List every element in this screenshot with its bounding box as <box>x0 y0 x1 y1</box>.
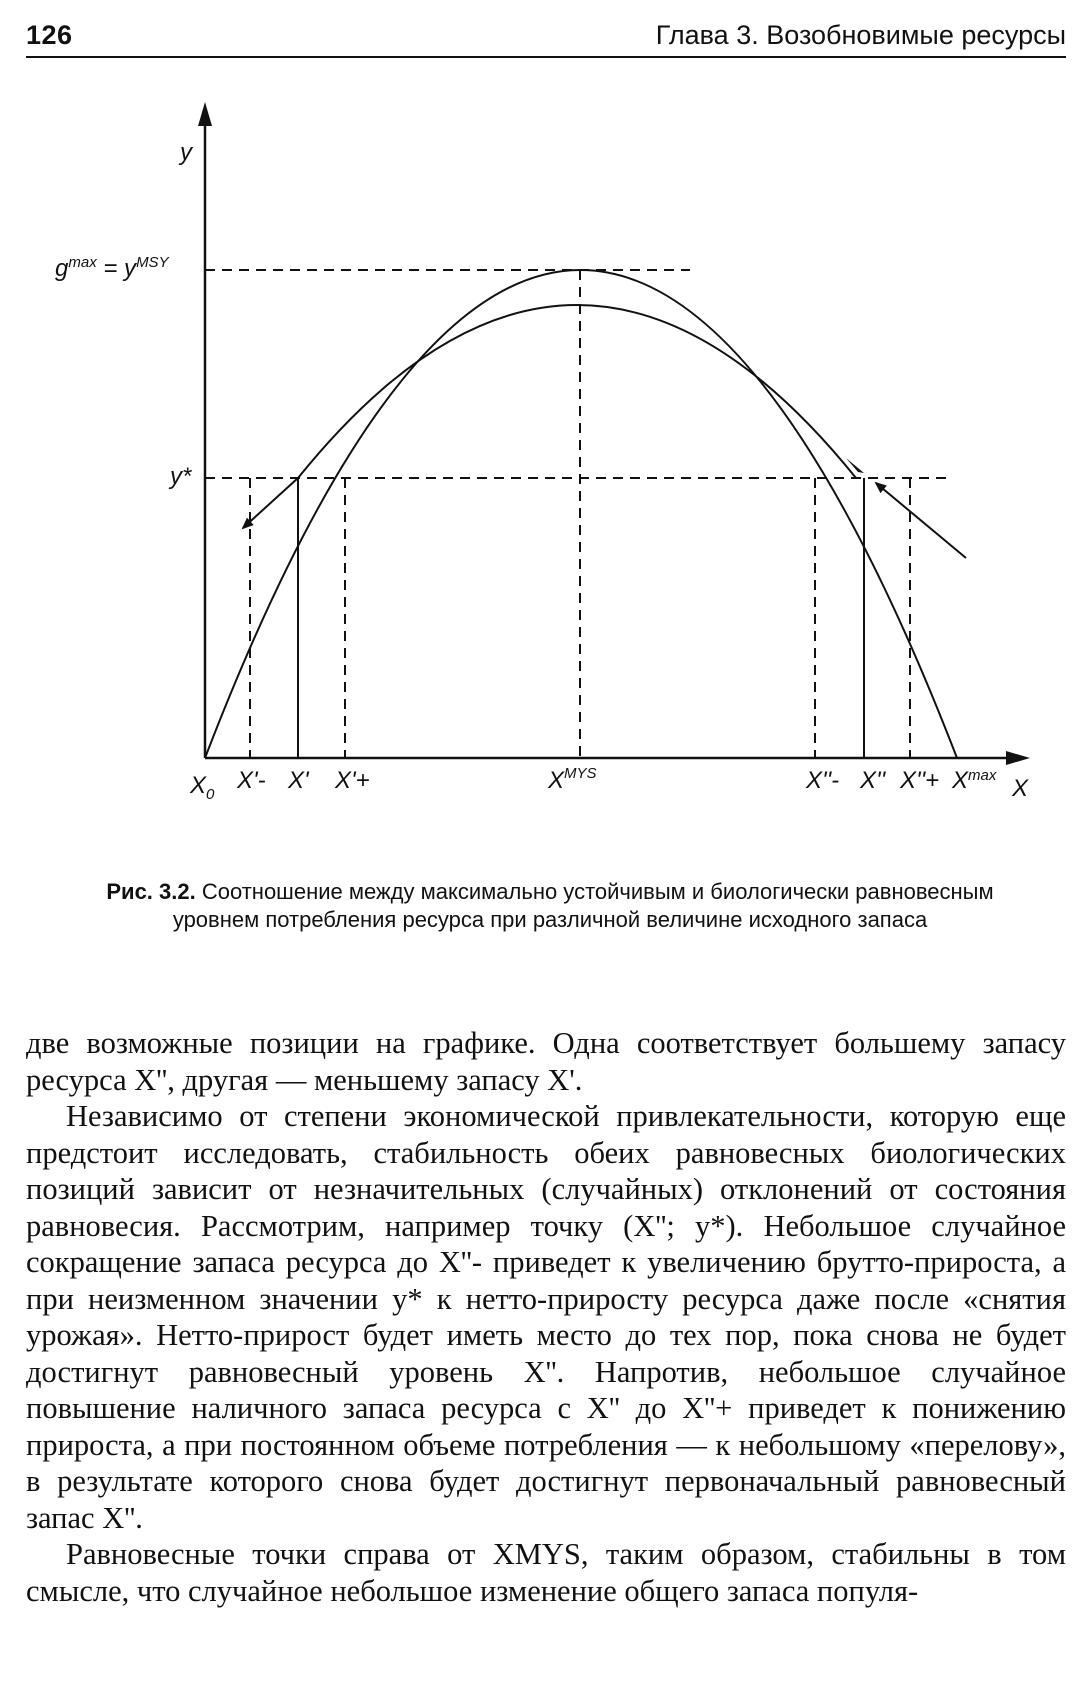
x2-label: X'' <box>860 767 886 794</box>
right-arrow <box>876 483 966 558</box>
y-axis-arrow <box>198 102 212 126</box>
x-axis-arrow <box>1006 751 1030 765</box>
paragraph-3: Равновесные точки справа от XMYS, таким образом, стабильны в том смысле, что случайное небольшое изменение общего запаса популя- <box>26 1537 1066 1608</box>
page-header <box>26 16 1066 58</box>
x0-label: $X_0$ <box>190 772 215 803</box>
x-axis-label: X <box>1012 775 1029 802</box>
gmax-label: $g^{max} = y^{MSY}$ <box>55 254 169 282</box>
y-axis-label: y <box>180 139 192 166</box>
paragraph-2: Независимо от степени экономической привлекательности, которую еще предстоит исследовать, стабильность обеих равновесных биологических позиций зависит от незначительных (случайных) отклонений от состояния равновесия. Рассмотрим, например точку (X''; y*). Небольшое случайное сокращение запаса ресурса до X''- приведет к увеличению брутто-прироста, а при неизменном значении y* к нетто-приросту ресурса даже после «снятия урожая». Нетто-прирост будет иметь место до тех пор, пока снова не будет достигнут равновесный уровень X''. Напротив, небольшое случайное повышение наличного запаса ресурса с X'' до X''+ приведет к понижению прироста, а при постоянном объеме потребления — к небольшому «перелову», в результате которого снова будет достигнут первоначальный равновесный запас X''. <box>26 1099 1066 1535</box>
page-number: 126 <box>26 20 73 50</box>
xmys-label: $X^{MYS}$ <box>548 765 597 794</box>
x2-minus-label: X''- <box>806 767 840 794</box>
ystar-label: y* <box>170 463 192 490</box>
figure-caption <box>70 878 1030 934</box>
caption-text: Соотношение между максимально устойчивым и биологически равновесным уровнем потребления ресурса при различной величине исходного запаса <box>172 879 994 932</box>
caption-label: Рис. 3.2. <box>106 879 196 904</box>
xmax-label: $X^{max}$ <box>952 767 997 794</box>
paragraph-1: две возможные позиции на графике. Одна соответствует большему запасу ресурса X'', другая — меньшему запасу X'. <box>26 1026 1066 1097</box>
right-arrowhead <box>846 458 864 473</box>
left-arrow <box>243 478 298 528</box>
running-title: Глава 3. Возобновимые ресурсы <box>655 20 1066 50</box>
body-text <box>26 1025 1066 1609</box>
x1-label: X' <box>288 767 309 794</box>
figure-3-2 <box>0 90 1091 860</box>
x2-plus-label: X''+ <box>900 767 940 794</box>
x1-plus-label: X'+ <box>335 767 370 794</box>
x1-minus-label: X'- <box>237 767 266 794</box>
consumption-curve <box>298 305 856 478</box>
